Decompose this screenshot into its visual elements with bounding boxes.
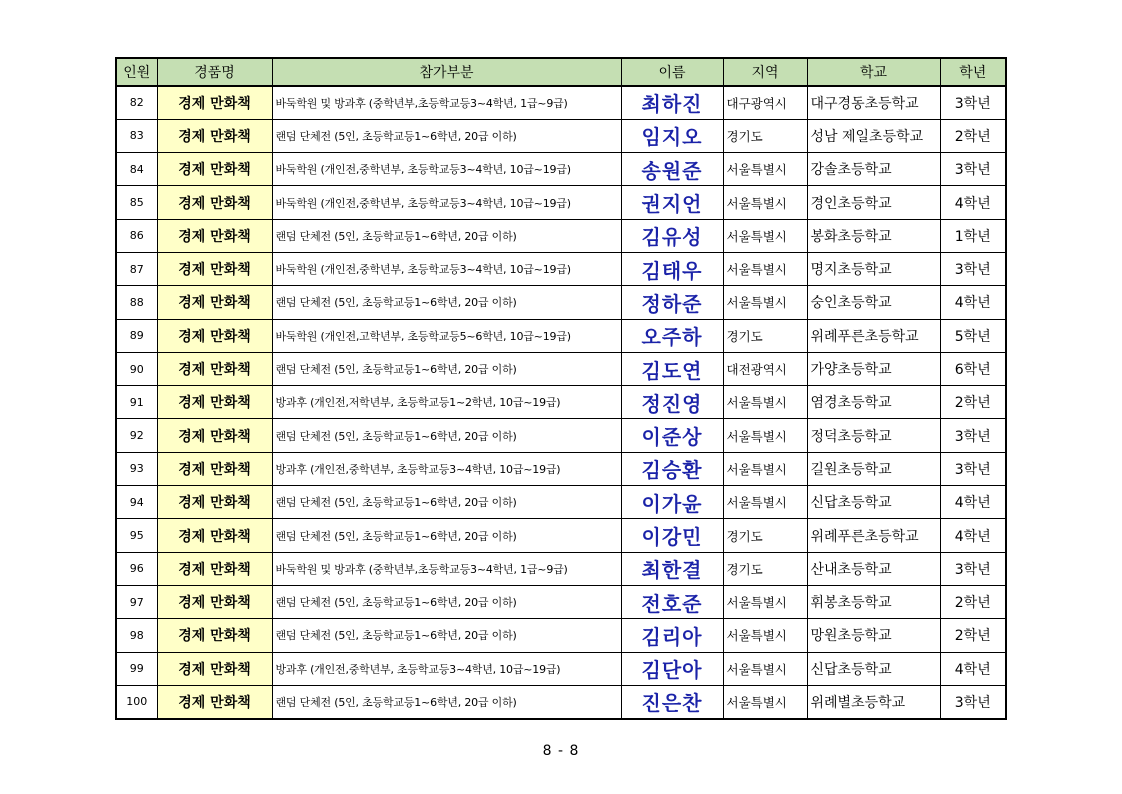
cell-name: 정하준 xyxy=(621,286,723,319)
cell-school: 위례푸른초등학교 xyxy=(807,519,940,552)
cell-count: 93 xyxy=(116,452,157,485)
winners-table-container xyxy=(115,57,1005,720)
cell-region: 서울특별시 xyxy=(723,186,807,219)
table-row xyxy=(116,153,1006,186)
cell-region: 서울특별시 xyxy=(723,585,807,618)
cell-count: 99 xyxy=(116,652,157,685)
cell-prize: 경제 만화책 xyxy=(157,86,272,119)
cell-count: 91 xyxy=(116,386,157,419)
cell-grade: 2학년 xyxy=(940,119,1006,152)
cell-school: 정덕초등학교 xyxy=(807,419,940,452)
cell-count: 97 xyxy=(116,585,157,618)
cell-school: 길원초등학교 xyxy=(807,452,940,485)
cell-grade: 4학년 xyxy=(940,486,1006,519)
cell-name: 오주하 xyxy=(621,319,723,352)
cell-count: 94 xyxy=(116,486,157,519)
cell-name: 진은찬 xyxy=(621,685,723,718)
header-row xyxy=(116,58,1006,86)
cell-name: 임지오 xyxy=(621,119,723,152)
cell-region: 대구광역시 xyxy=(723,86,807,119)
cell-prize: 경제 만화책 xyxy=(157,685,272,718)
cell-grade: 4학년 xyxy=(940,519,1006,552)
cell-prize: 경제 만화책 xyxy=(157,552,272,585)
cell-school: 숭인초등학교 xyxy=(807,286,940,319)
cell-name: 김도연 xyxy=(621,352,723,385)
header-name: 이름 xyxy=(621,58,723,86)
cell-region: 서울특별시 xyxy=(723,252,807,285)
header-prize: 경품명 xyxy=(157,58,272,86)
page-number: 8 - 8 xyxy=(542,743,580,759)
cell-count: 87 xyxy=(116,252,157,285)
cell-region: 경기도 xyxy=(723,319,807,352)
winners-table xyxy=(115,57,1007,720)
cell-count: 98 xyxy=(116,619,157,652)
cell-grade: 2학년 xyxy=(940,619,1006,652)
table-row xyxy=(116,352,1006,385)
cell-category: 랜덤 단체전 (5인, 초등학교등1~6학년, 20급 이하) xyxy=(272,219,621,252)
cell-name: 김유성 xyxy=(621,219,723,252)
cell-count: 92 xyxy=(116,419,157,452)
cell-category: 랜덤 단체전 (5인, 초등학교등1~6학년, 20급 이하) xyxy=(272,419,621,452)
cell-name: 이가윤 xyxy=(621,486,723,519)
cell-count: 86 xyxy=(116,219,157,252)
cell-grade: 3학년 xyxy=(940,153,1006,186)
cell-region: 서울특별시 xyxy=(723,286,807,319)
cell-category: 랜덤 단체전 (5인, 초등학교등1~6학년, 20급 이하) xyxy=(272,486,621,519)
cell-category: 랜덤 단체전 (5인, 초등학교등1~6학년, 20급 이하) xyxy=(272,685,621,718)
cell-name: 최한결 xyxy=(621,552,723,585)
cell-region: 경기도 xyxy=(723,552,807,585)
table-row xyxy=(116,119,1006,152)
cell-count: 88 xyxy=(116,286,157,319)
cell-name: 권지언 xyxy=(621,186,723,219)
cell-category: 방과후 (개인전,중학년부, 초등학교등3~4학년, 10급~19급) xyxy=(272,452,621,485)
cell-prize: 경제 만화책 xyxy=(157,452,272,485)
cell-prize: 경제 만화책 xyxy=(157,486,272,519)
cell-name: 김리아 xyxy=(621,619,723,652)
cell-category: 랜덤 단체전 (5인, 초등학교등1~6학년, 20급 이하) xyxy=(272,119,621,152)
cell-school: 휘봉초등학교 xyxy=(807,585,940,618)
cell-school: 산내초등학교 xyxy=(807,552,940,585)
cell-prize: 경제 만화책 xyxy=(157,219,272,252)
cell-count: 89 xyxy=(116,319,157,352)
cell-prize: 경제 만화책 xyxy=(157,619,272,652)
cell-prize: 경제 만화책 xyxy=(157,585,272,618)
cell-category: 바둑학원 및 방과후 (중학년부,초등학교등3~4학년, 1급~9급) xyxy=(272,86,621,119)
cell-region: 서울특별시 xyxy=(723,452,807,485)
cell-school: 위례푸른초등학교 xyxy=(807,319,940,352)
cell-prize: 경제 만화책 xyxy=(157,319,272,352)
cell-school: 신답초등학교 xyxy=(807,486,940,519)
cell-grade: 3학년 xyxy=(940,552,1006,585)
cell-school: 대구경동초등학교 xyxy=(807,86,940,119)
cell-grade: 4학년 xyxy=(940,186,1006,219)
cell-category: 바둑학원 (개인전,중학년부, 초등학교등3~4학년, 10급~19급) xyxy=(272,252,621,285)
cell-region: 경기도 xyxy=(723,119,807,152)
cell-name: 이준상 xyxy=(621,419,723,452)
cell-grade: 3학년 xyxy=(940,685,1006,718)
cell-prize: 경제 만화책 xyxy=(157,119,272,152)
table-row xyxy=(116,252,1006,285)
cell-count: 90 xyxy=(116,352,157,385)
cell-name: 최하진 xyxy=(621,86,723,119)
cell-school: 성남 제일초등학교 xyxy=(807,119,940,152)
cell-count: 84 xyxy=(116,153,157,186)
cell-count: 83 xyxy=(116,119,157,152)
cell-count: 85 xyxy=(116,186,157,219)
cell-school: 망원초등학교 xyxy=(807,619,940,652)
cell-name: 송원준 xyxy=(621,153,723,186)
header-count: 인원 xyxy=(116,58,157,86)
table-row xyxy=(116,386,1006,419)
cell-name: 김단아 xyxy=(621,652,723,685)
table-row xyxy=(116,685,1006,718)
header-grade: 학년 xyxy=(940,58,1006,86)
cell-region: 서울특별시 xyxy=(723,219,807,252)
table-row xyxy=(116,519,1006,552)
cell-category: 바둑학원 (개인전,중학년부, 초등학교등3~4학년, 10급~19급) xyxy=(272,186,621,219)
cell-name: 김태우 xyxy=(621,252,723,285)
cell-name: 정진영 xyxy=(621,386,723,419)
cell-prize: 경제 만화책 xyxy=(157,352,272,385)
table-row xyxy=(116,286,1006,319)
cell-region: 서울특별시 xyxy=(723,419,807,452)
cell-region: 서울특별시 xyxy=(723,486,807,519)
cell-grade: 2학년 xyxy=(940,585,1006,618)
cell-prize: 경제 만화책 xyxy=(157,286,272,319)
cell-region: 서울특별시 xyxy=(723,619,807,652)
table-row xyxy=(116,619,1006,652)
cell-count: 82 xyxy=(116,86,157,119)
cell-grade: 1학년 xyxy=(940,219,1006,252)
cell-school: 명지초등학교 xyxy=(807,252,940,285)
header-category: 참가부분 xyxy=(272,58,621,86)
cell-school: 신답초등학교 xyxy=(807,652,940,685)
cell-category: 바둑학원 (개인전,중학년부, 초등학교등3~4학년, 10급~19급) xyxy=(272,153,621,186)
cell-prize: 경제 만화책 xyxy=(157,652,272,685)
table-row xyxy=(116,452,1006,485)
header-region: 지역 xyxy=(723,58,807,86)
cell-school: 경인초등학교 xyxy=(807,186,940,219)
cell-category: 바둑학원 (개인전,고학년부, 초등학교등5~6학년, 10급~19급) xyxy=(272,319,621,352)
table-row xyxy=(116,419,1006,452)
cell-category: 랜덤 단체전 (5인, 초등학교등1~6학년, 20급 이하) xyxy=(272,286,621,319)
cell-prize: 경제 만화책 xyxy=(157,252,272,285)
cell-grade: 2학년 xyxy=(940,386,1006,419)
cell-prize: 경제 만화책 xyxy=(157,419,272,452)
cell-school: 봉화초등학교 xyxy=(807,219,940,252)
table-row xyxy=(116,552,1006,585)
cell-name: 이강민 xyxy=(621,519,723,552)
table-row xyxy=(116,652,1006,685)
cell-region: 서울특별시 xyxy=(723,153,807,186)
cell-prize: 경제 만화책 xyxy=(157,519,272,552)
cell-category: 방과후 (개인전,저학년부, 초등학교등1~2학년, 10급~19급) xyxy=(272,386,621,419)
cell-school: 강솔초등학교 xyxy=(807,153,940,186)
table-row xyxy=(116,319,1006,352)
cell-grade: 4학년 xyxy=(940,286,1006,319)
cell-category: 바둑학원 및 방과후 (중학년부,초등학교등3~4학년, 1급~9급) xyxy=(272,552,621,585)
cell-name: 김승환 xyxy=(621,452,723,485)
header-school: 학교 xyxy=(807,58,940,86)
cell-category: 랜덤 단체전 (5인, 초등학교등1~6학년, 20급 이하) xyxy=(272,519,621,552)
cell-region: 서울특별시 xyxy=(723,685,807,718)
cell-count: 96 xyxy=(116,552,157,585)
cell-region: 대전광역시 xyxy=(723,352,807,385)
cell-grade: 3학년 xyxy=(940,452,1006,485)
cell-category: 랜덤 단체전 (5인, 초등학교등1~6학년, 20급 이하) xyxy=(272,585,621,618)
table-row xyxy=(116,585,1006,618)
cell-name: 전호준 xyxy=(621,585,723,618)
table-row xyxy=(116,186,1006,219)
cell-category: 랜덤 단체전 (5인, 초등학교등1~6학년, 20급 이하) xyxy=(272,352,621,385)
cell-category: 방과후 (개인전,중학년부, 초등학교등3~4학년, 10급~19급) xyxy=(272,652,621,685)
cell-prize: 경제 만화책 xyxy=(157,153,272,186)
table-row xyxy=(116,219,1006,252)
cell-count: 100 xyxy=(116,685,157,718)
table-row xyxy=(116,86,1006,119)
cell-count: 95 xyxy=(116,519,157,552)
cell-region: 서울특별시 xyxy=(723,386,807,419)
cell-region: 경기도 xyxy=(723,519,807,552)
cell-grade: 6학년 xyxy=(940,352,1006,385)
cell-category: 랜덤 단체전 (5인, 초등학교등1~6학년, 20급 이하) xyxy=(272,619,621,652)
table-row xyxy=(116,486,1006,519)
cell-prize: 경제 만화책 xyxy=(157,386,272,419)
cell-prize: 경제 만화책 xyxy=(157,186,272,219)
cell-school: 염경초등학교 xyxy=(807,386,940,419)
cell-grade: 4학년 xyxy=(940,652,1006,685)
cell-grade: 3학년 xyxy=(940,419,1006,452)
cell-region: 서울특별시 xyxy=(723,652,807,685)
cell-grade: 3학년 xyxy=(940,86,1006,119)
cell-grade: 5학년 xyxy=(940,319,1006,352)
cell-school: 위례별초등학교 xyxy=(807,685,940,718)
cell-grade: 3학년 xyxy=(940,252,1006,285)
cell-school: 가양초등학교 xyxy=(807,352,940,385)
